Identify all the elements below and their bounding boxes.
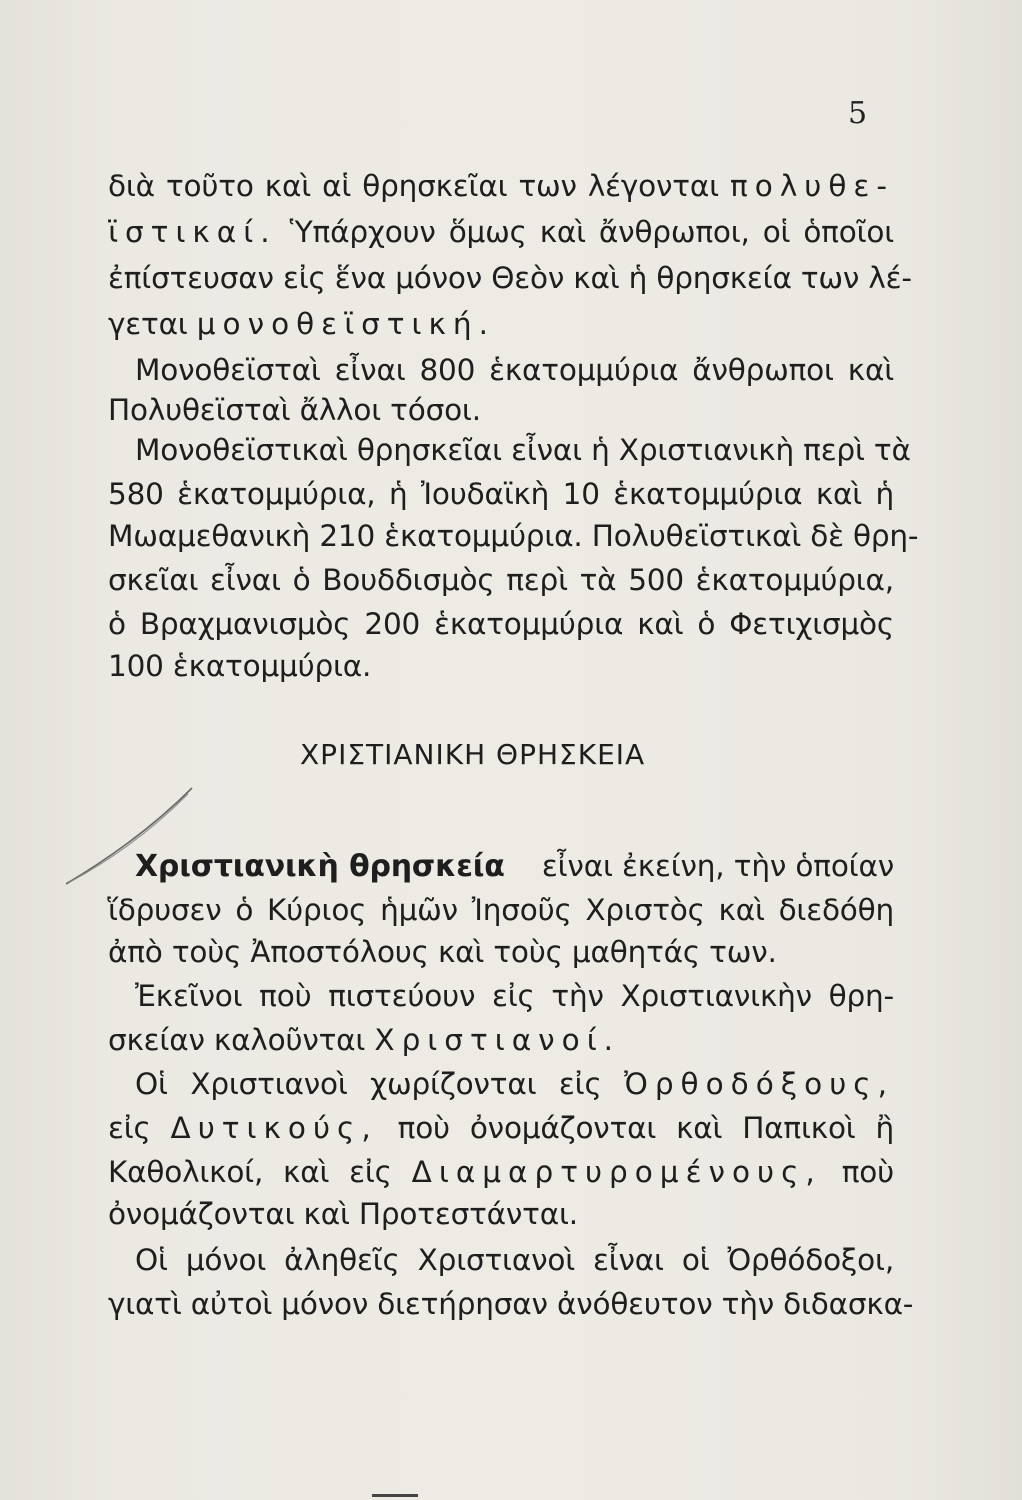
text-span: ποὺ ὀνομάζονται καὶ Παπικοὶ ἢ: [377, 1111, 894, 1145]
text-span: γεται: [108, 307, 197, 341]
text-span: διὰ τοῦτο καὶ αἱ θρησκεῖαι των λέγονται: [108, 169, 731, 203]
text-line: [135, 846, 894, 887]
spaced-term: ϊστικαί.: [108, 215, 277, 249]
text-span: Ὑπάρχουν ὅμως καὶ ἄνθρωποι, οἱ ὁποῖοι: [276, 215, 894, 249]
text-line: [108, 1152, 894, 1192]
spaced-term: μονοθεϊστική.: [196, 307, 496, 341]
page-number: 5: [848, 96, 868, 131]
spaced-term: Δυτικούς,: [170, 1111, 378, 1145]
text-line: Μωαμεθανικὴ 210 ἑκατομμύρια. Πολυθεϊστικαὶ δὲ θρη-: [108, 519, 919, 553]
spaced-term: Χριστιανοί.: [374, 1023, 621, 1057]
text-line: Ἐκεῖνοι ποὺ πιστεύουν εἰς τὴν Χριστιανικὴν θρη-: [135, 979, 894, 1013]
text-line: [108, 304, 894, 344]
text-line: γιατὶ αὐτοὶ μόνον διετήρησαν ἀνόθευτον τὴν διδασκα-: [108, 1287, 914, 1321]
spaced-term: πολυθε-: [730, 169, 894, 203]
text-line: Μονοθεϊσταὶ εἶναι 800 ἑκατομμύρια ἄνθρωποι καὶ: [135, 353, 894, 387]
spaced-term: Διαμαρτυρομένους,: [411, 1155, 822, 1189]
section-heading: ΧΡΙΣΤΙΑΝΙΚΗ ΘΡΗΣΚΕΙΑ: [300, 738, 646, 771]
text-span: ποὺ: [821, 1155, 894, 1189]
text-line: 580 ἑκατομμύρια, ἡ Ἰουδαϊκὴ 10 ἑκατομμύρια καὶ ἡ: [108, 477, 894, 511]
text-line: [108, 1020, 894, 1060]
text-line: ὀνομάζονται καὶ Προτεστάνται.: [108, 1197, 578, 1231]
text-line: Πολυθεϊσταὶ ἄλλοι τόσοι.: [108, 393, 481, 427]
text-line: [108, 166, 894, 206]
text-span: Καθολικοί, καὶ εἰς: [108, 1155, 412, 1189]
text-line: [108, 1108, 894, 1148]
footer-rule: [372, 1494, 418, 1497]
text-line: ὁ Βραχμανισμὸς 200 ἑκατομμύρια καὶ ὁ Φετιχισμὸς: [108, 607, 894, 641]
text-line: [135, 1064, 894, 1104]
text-line: Οἱ μόνοι ἀληθεῖς Χριστιανοὶ εἶναι οἱ Ὀρθόδοξοι,: [135, 1243, 894, 1277]
text-line: σκεῖαι εἶναι ὁ Βουδδισμὸς περὶ τὰ 500 ἑκατομμύρια,: [108, 563, 894, 597]
spaced-term: Ὀρθοδόξους,: [624, 1067, 894, 1101]
bold-term: Χριστιανικὴ θρησκεία: [135, 849, 505, 884]
text-span: Οἱ Χριστιανοὶ χωρίζονται εἰς: [135, 1067, 625, 1101]
text-span: εἶναι ἐκείνη, τὴν ὁποίαν: [541, 849, 894, 883]
text-line: 100 ἑκατομμύρια.: [108, 649, 372, 683]
text-line: [108, 212, 894, 252]
text-line: ἐπίστευσαν εἰς ἕνα μόνον Θεὸν καὶ ἡ θρησκεία των λέ-: [108, 261, 912, 295]
text-span: εἰς: [108, 1111, 171, 1145]
text-span: σκείαν καλοῦνται: [108, 1023, 375, 1057]
text-line: Μονοθεϊστικαὶ θρησκεῖαι εἶναι ἡ Χριστιανικὴ περὶ τὰ: [135, 433, 911, 467]
text-line: ἀπὸ τοὺς Ἀποστόλους καὶ τοὺς μαθητάς των.: [108, 935, 777, 969]
text-line: ἵδρυσεν ὁ Κύριος ἡμῶν Ἰησοῦς Χριστὸς καὶ διεδόθη: [108, 893, 894, 927]
